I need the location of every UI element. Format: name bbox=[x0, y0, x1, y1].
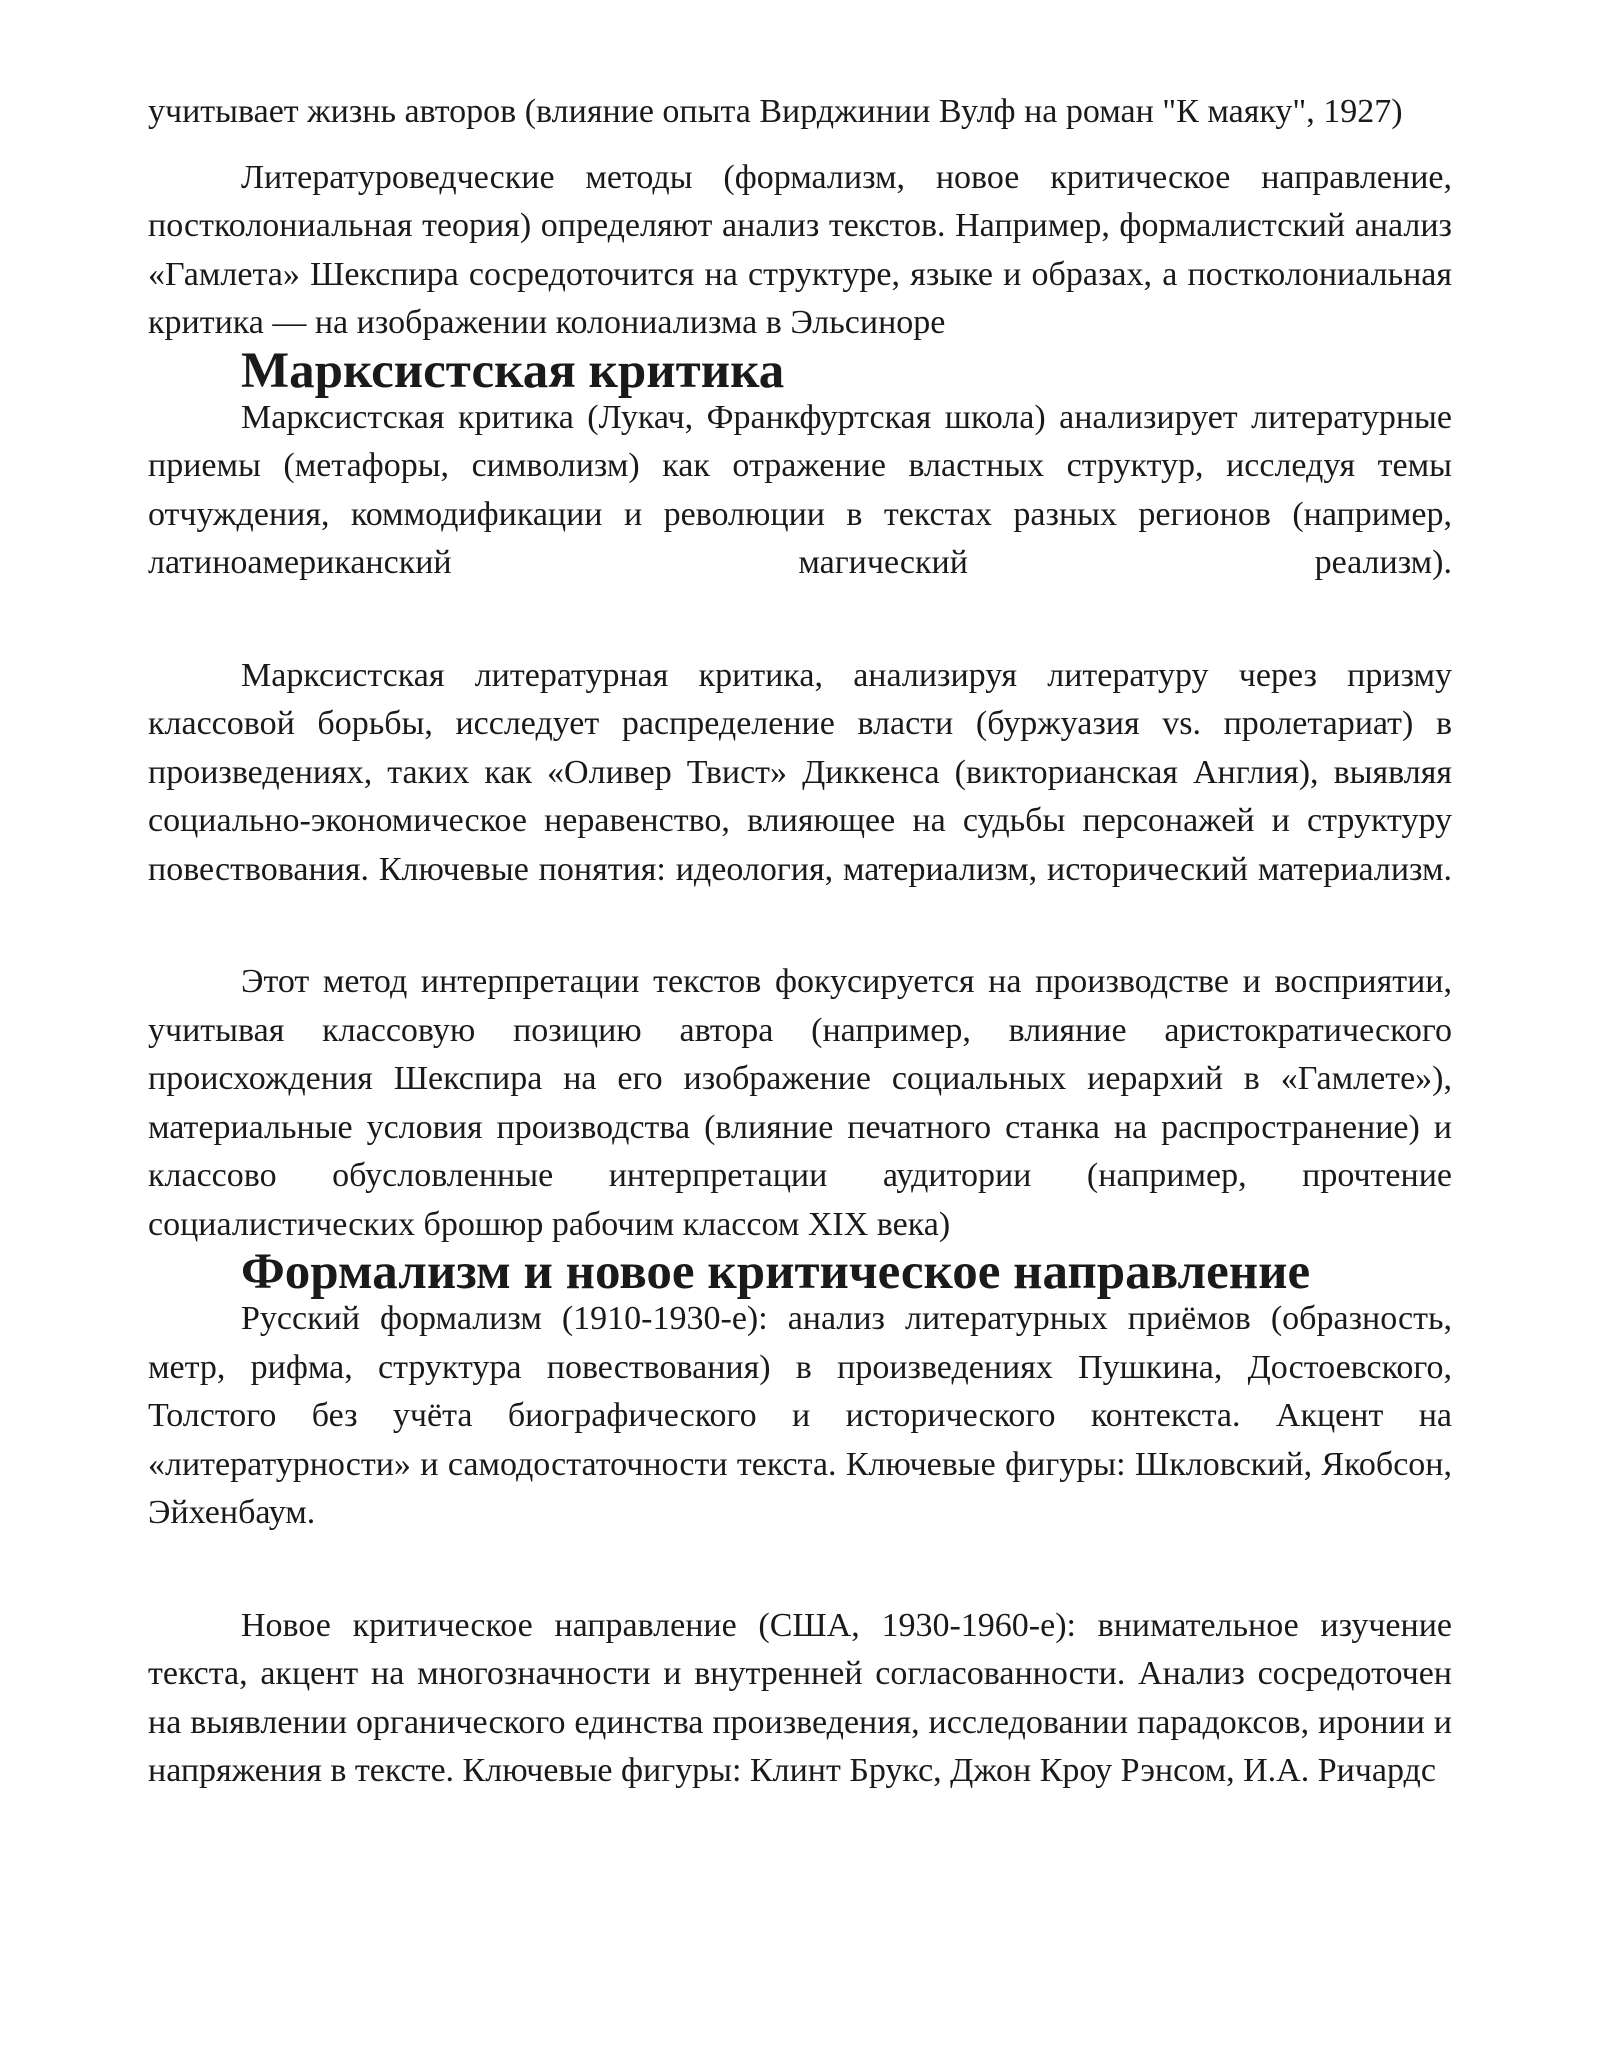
heading-formalism: Формализм и новое критическое направление bbox=[241, 1244, 1311, 1300]
paragraph-russian-formalism: Русский формализм (1910-1930-е): анализ литературных приёмов (образность, метр, рифма, структура повествования) в произведениях Пушкина, Достоевского, Толстого без учёта биографического и исторического контекста. Акцент на «литературности» и самодостаточности текста. Ключевые фигуры: Шкловский, Якобсон, Эйхенбаум. bbox=[148, 1300, 1452, 1531]
paragraph-interpretation-method: Этот метод интерпретации текстов фокусируется на производстве и восприятии, учитывая классовую позицию автора (например, влияние аристократического происхождения Шекспира на его изображение социальных иерархий в «Гамлете»), материальные условия производства (влияние печатного станка на распространение) и классово обусловленные интерпретации аудитории (например, прочтение социалистических брошюр рабочим классом XIX века) bbox=[148, 963, 1452, 1243]
paragraph-literary-methods: Литературоведческие методы (формализм, новое критическое направление, постколониальная теория) определяют анализ текстов. Например, формалистский анализ «Гамлета» Шекспира сосредоточится на структуре, языке и образах, а постколониальная критика — на изображении колониализма в Эльсиноре bbox=[148, 158, 1452, 341]
document-page bbox=[148, 88, 1452, 1796]
heading-marxist-criticism: Марксистская критика bbox=[241, 342, 785, 399]
paragraph-marxist-literary-criticism: Марксистская литературная критика, анализируя литературу через призму классовой борьбы, исследует распределение власти (буржуазия vs. пролетариат) в произведениях, таких как «Оливер Твист» Диккенса (викторианская Англия), выявляя социально-экономическое неравенство, влияющее на судьбы персонажей и структуру повествования. Ключевые понятия: идеология, материализм, исторический материализм. bbox=[148, 656, 1452, 888]
paragraph-new-criticism: Новое критическое направление (США, 1930-1960-е): внимательное изучение текста, акцент на многозначности и внутренней согласованности. Анализ сосредоточен на выявлении органического единства произведения, исследовании парадоксов, иронии и напряжения в тексте. Ключевые фигуры: Клинт Брукс, Джон Кроу Рэнсом, И.А. Ричардс bbox=[148, 1606, 1452, 1789]
paragraph-continuation: учитывает жизнь авторов (влияние опыта Вирджинии Вулф на роман "К маяку", 1927) bbox=[148, 93, 1403, 130]
paragraph-marxist-intro: Марксистская критика (Лукач, Франкфуртская школа) анализирует литературные приемы (метафоры, символизм) как отражение властных структур, исследуя темы отчуждения, коммодификации и революции в текстах разных регионов (например, латиноамериканский магический реализм). bbox=[148, 398, 1452, 581]
